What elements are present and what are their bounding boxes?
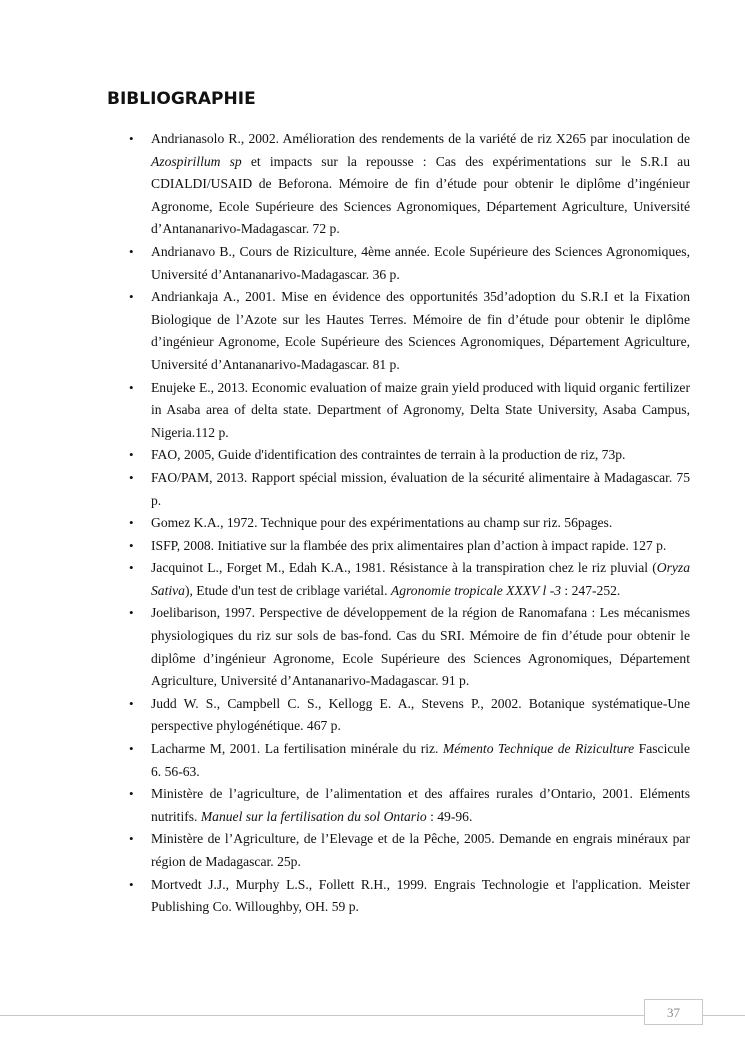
reference-text: : 247-252. (561, 582, 621, 598)
bullet-icon: • (129, 515, 134, 531)
reference-text: et impacts sur la repousse : Cas des expérimentations sur le S.R.I au CDIALDI/USAID de Beforona. Mémoire de fin d’étude pour obtenir le diplôme d’ingénieur Agronome, Ecole Supérieure des Sciences Agronomiques, Département Agriculture, Université d’Antananarivo-Madagascar. 72 p. (151, 153, 690, 237)
reference-text: Ministère de l’Agriculture, de l’Elevage et de la Pêche, 2005. Demande en engrais minéraux par région de Madagascar. 25p. (151, 831, 690, 869)
reference-text: Andrianavo B., Cours de Riziculture, 4ème année. Ecole Supérieure des Sciences Agronomiques, Université d’Antananarivo-Madagascar. 36 p. (151, 243, 690, 282)
bullet-icon: • (129, 695, 134, 711)
bullet-icon: • (129, 605, 134, 621)
reference-item (129, 738, 690, 783)
reference-item (129, 286, 690, 376)
reference-item (129, 693, 690, 738)
reference-text: Fascicule 6. 56-63. (151, 741, 690, 779)
bullet-icon: • (129, 469, 134, 485)
page-number: 37 (644, 999, 703, 1025)
reference-text: : 49-96. (426, 808, 473, 824)
reference-item (129, 557, 690, 602)
bullet-icon: • (129, 537, 134, 553)
bullet-icon: • (129, 243, 134, 259)
section-title: BIBLIOGRAPHIE (107, 89, 256, 109)
reference-item (129, 467, 690, 512)
reference-text: ), Etude d'un test de criblage variétal. (184, 582, 391, 598)
reference-item (129, 512, 690, 535)
reference-text: Enujeke E., 2013. Economic evaluation of maize grain yield produced with liquid organic fertilizer in Asaba area of delta state. Department of Agronomy, Delta State University, Asaba Campus, Nigeria.112 p. (151, 379, 690, 440)
bullet-icon: • (129, 131, 134, 146)
reference-text: Gomez K.A., 1972. Technique pour des expérimentations au champ sur riz. 56pages. (151, 515, 613, 531)
bullet-icon: • (129, 786, 134, 802)
reference-text: Lacharme M, 2001. La fertilisation minérale du riz. (151, 741, 443, 757)
reference-item (129, 874, 690, 919)
bullet-icon: • (129, 560, 134, 576)
reference-text: ISFP, 2008. Initiative sur la flambée des prix alimentaires plan d’action à impact rapide. 127 p. (151, 537, 667, 553)
reference-italic-text: Oryza Sativa (151, 560, 690, 598)
reference-text: Jacquinot L., Forget M., Edah K.A., 1981. Résistance à la transpiration chez le riz pluvial ( (151, 560, 657, 576)
reference-italic-text: Manuel sur la fertilisation du sol Ontario (200, 808, 427, 824)
reference-italic-text: Agronomie tropicale XXXV l -3 (390, 582, 562, 598)
bullet-icon: • (129, 831, 134, 847)
reference-item (129, 783, 690, 828)
reference-italic-text: Mémento Technique de Riziculture (442, 741, 635, 757)
bullet-icon: • (129, 289, 134, 305)
reference-italic-text: Azospirillum sp (151, 153, 242, 169)
footer-divider (0, 1015, 745, 1016)
reference-text: Mortvedt J.J., Murphy L.S., Follett R.H., 1999. Engrais Technologie et l'application. Meister Publishing Co. Willoughby, OH. 59 p. (151, 876, 690, 915)
reference-item (129, 535, 690, 558)
bullet-icon: • (129, 447, 134, 463)
reference-item (129, 241, 690, 286)
reference-item (129, 444, 690, 467)
reference-text: Joelibarison, 1997. Perspective de développement de la région de Ranomafana : Les mécanismes physiologiques du riz sur sols de bas-fond. Cas du SRI. Mémoire de fin d’étude pour obtenir le diplôme d’ingénieur Agronome, Ecole Supérieure des Sciences Agronomiques, Département Agriculture, Université d’Antananarivo-Madagascar. 91 p. (151, 605, 690, 689)
reference-item (129, 128, 690, 241)
reference-text: Andriankaja A., 2001. Mise en évidence des opportunités 35d’adoption du S.R.I et la Fixation Biologique de l’Azote sur les Hautes Terres. Mémoire de fin d’étude pour obtenir le diplôme d’ingénieur Agronome, Ecole Supérieure des Sciences Agronomiques, Département Agriculture, Université d’Antananarivo-Madagascar. 81 p. (151, 289, 690, 372)
reference-item (129, 828, 690, 873)
bibliography-list (129, 128, 690, 919)
reference-text: Judd W. S., Campbell C. S., Kellogg E. A., Stevens P., 2002. Botanique systématique-Une perspective phylogénétique. 467 p. (151, 695, 690, 734)
bullet-icon: • (129, 741, 134, 757)
reference-text: Ministère de l’agriculture, de l’alimentation et des affaires rurales d’Ontario, 2001. Eléments nutritifs. (151, 786, 690, 824)
bullet-icon: • (129, 379, 134, 395)
reference-text: FAO/PAM, 2013. Rapport spécial mission, évaluation de la sécurité alimentaire à Madagascar. 75 p. (151, 469, 690, 508)
reference-item (129, 377, 690, 445)
reference-text: Andrianasolo R., 2002. Amélioration des rendements de la variété de riz X265 par inoculation de (151, 131, 690, 146)
bullet-icon: • (129, 876, 134, 892)
reference-text: FAO, 2005, Guide d'identification des contraintes de terrain à la production de riz, 73p. (151, 447, 626, 463)
reference-item (129, 602, 690, 692)
